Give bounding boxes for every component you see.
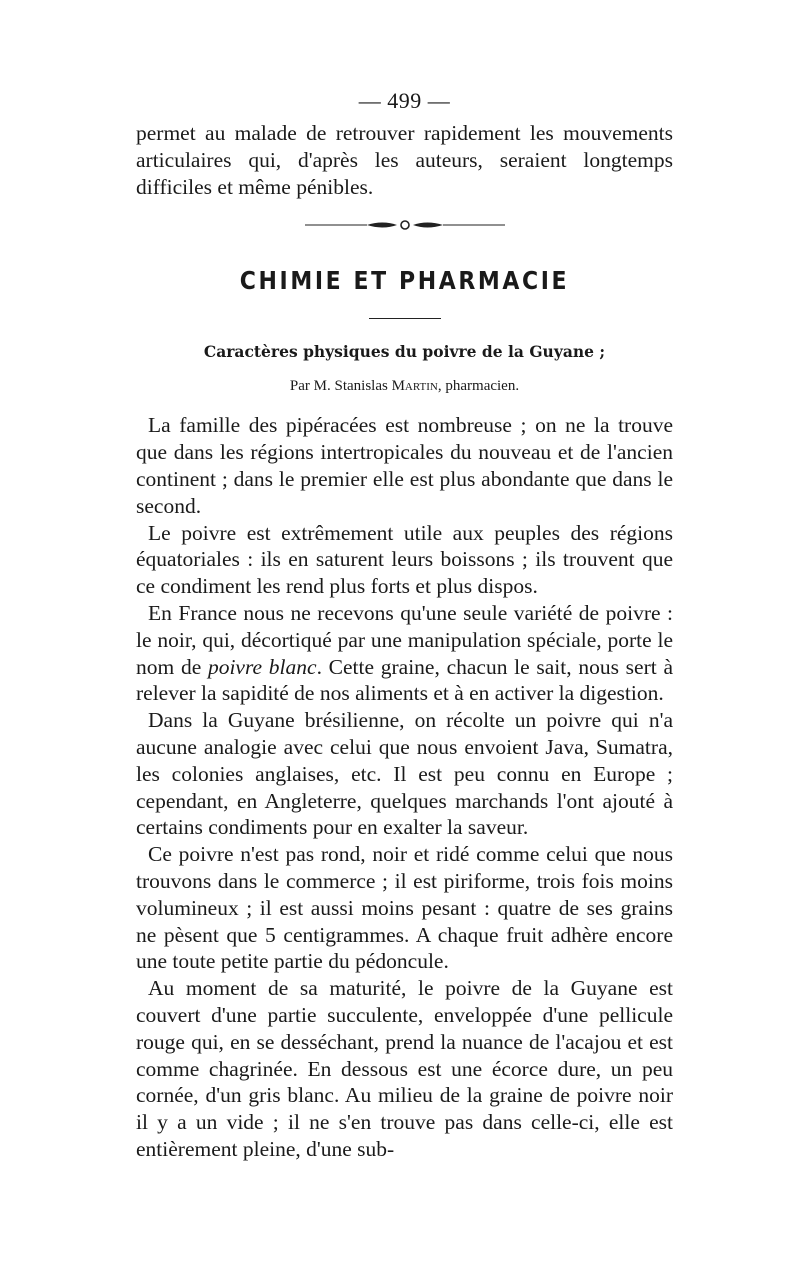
intro-paragraph: permet au malade de retrouver rapidement les mouvements articulaires qui, d'après les auteurs, seraient longtemps difficiles et même pénibles. bbox=[136, 121, 673, 199]
paragraph-6: Au moment de sa maturité, le poivre de la Guyane est couvert d'une partie succulente, enveloppée d'une pellicule rouge qui, en se desséchant, prend la nuance de l'acajou et est comme chagrinée. En dessous est une écorce dure, un peu cornée, d'un gris blanc. Au milieu de la graine de poivre noir il y a un vide ; il ne s'en trouve pas dans celle-ci, elle est entièrement pleine, d'une sub- bbox=[136, 976, 673, 1161]
paragraph-3-start: En France nous ne recevons qu'une seule variété de poivre : le noir, qui, décortiqué par une manipulation spéciale, porte le nom de bbox=[136, 600, 673, 679]
paragraph-3-end: . Cette graine, chacun le sait, nous sert à relever la sapidité de nos aliments et à en activer la digestion. bbox=[136, 654, 673, 706]
document-page bbox=[136, 88, 673, 1163]
byline-prefix: Par M. Stanislas bbox=[289, 378, 392, 395]
ornament-divider-icon bbox=[305, 218, 505, 232]
article-title: Caractères physiques du poivre de la Guyane ; bbox=[203, 342, 606, 362]
paragraph-3 bbox=[136, 600, 673, 707]
paragraph-3-italic: poivre blanc bbox=[207, 654, 317, 679]
paragraph-4: Dans la Guyane brésilienne, on récolte un poivre qui n'a aucune analogie avec celui que nous envoient Java, Sumatra, les colonies anglaises, etc. Il est peu connu en Europe ; cependant, en Angleterre, quelques marchands l'ont ajouté à certains condiments pour en exalter la saveur. bbox=[136, 708, 673, 840]
byline-surname: Martin bbox=[391, 378, 438, 395]
byline-suffix: , pharmacien. bbox=[437, 378, 520, 395]
page-number: — 499 — bbox=[358, 88, 451, 113]
section-title: CHIMIE ET PHARMACIE bbox=[239, 267, 570, 297]
title-rule bbox=[369, 318, 441, 319]
article-body bbox=[136, 412, 673, 1162]
paragraph-5: Ce poivre n'est pas rond, noir et ridé comme celui que nous trouvons dans le commerce ; il est piriforme, trois fois moins volumineux ; il est aussi moins pesant : quatre de ses grains ne pèsent que 5 centigrammes. A chaque fruit adhère encore une toute petite partie du pédoncule. bbox=[136, 842, 673, 974]
byline bbox=[136, 376, 673, 396]
paragraph-1: La famille des pipéracées est nombreuse ; on ne la trouve que dans les régions intertropicales du nouveau et de l'ancien continent ; dans le premier elle est plus abondante que dans le second. bbox=[136, 413, 673, 518]
paragraph-2: Le poivre est extrêmement utile aux peuples des régions équatoriales : ils en saturent leurs boissons ; ils trouvent que ce condiment les rend plus forts et plus dispos. bbox=[136, 520, 673, 599]
